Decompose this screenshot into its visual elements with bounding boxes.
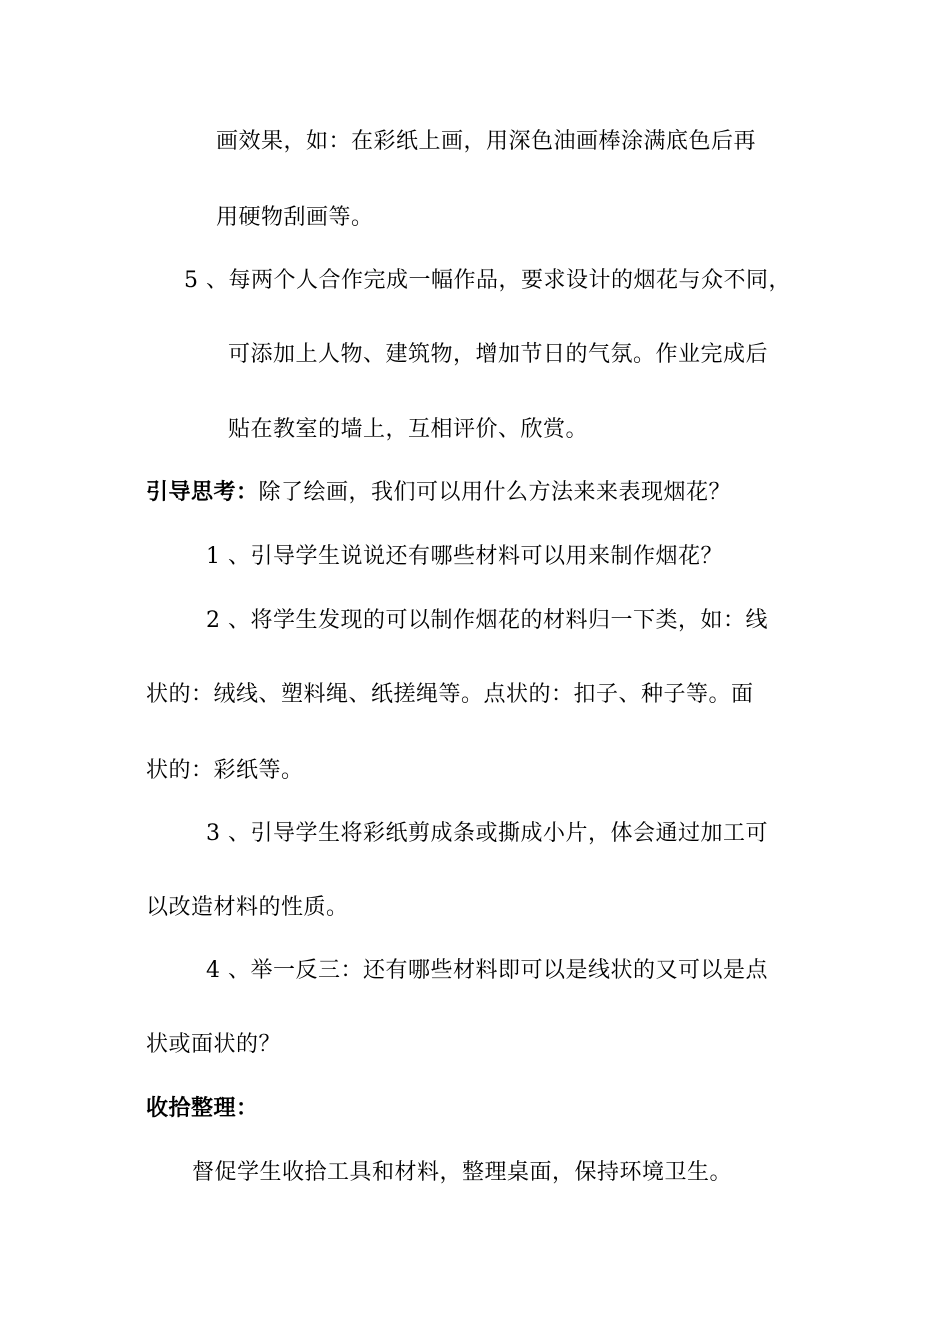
list-item: 3 、引导学生将彩纸剪成条或撕成小片，体会通过加工可 — [206, 821, 768, 846]
paragraph-line: 可添加上人物、建筑物，增加节日的气氛。作业完成后 — [228, 342, 769, 367]
paragraph-line: 用硬物刮画等。 — [216, 205, 374, 230]
list-item: 4 、举一反三：还有哪些材料即可以是线状的又可以是点 — [206, 958, 768, 983]
list-item: 1 、引导学生说说还有哪些材料可以用来制作烟花？ — [206, 544, 723, 569]
paragraph-line: 5 、每两个人合作完成一幅作品，要求设计的烟花与众不同， — [184, 268, 791, 293]
section-question: 除了绘画，我们可以用什么方法来来表现烟花？ — [258, 480, 732, 505]
list-item-continuation: 以改造材料的性质。 — [146, 895, 349, 920]
list-item: 2 、将学生发现的可以制作烟花的材料归一下类，如：线 — [206, 608, 768, 633]
section-guide-thinking — [146, 478, 731, 508]
list-item-continuation: 状的：绒线、塑料绳、纸搓绳等。点状的：扣子、种子等。面 — [146, 682, 754, 707]
section-heading: 引导思考： — [146, 480, 259, 505]
paragraph-line: 督促学生收拾工具和材料，整理桌面，保持环境卫生。 — [192, 1160, 733, 1185]
section-heading-tidy-up: 收拾整理： — [146, 1096, 259, 1121]
list-item-continuation: 状的：彩纸等。 — [146, 758, 304, 783]
paragraph-line: 贴在教室的墙上，互相评价、欣赏。 — [228, 417, 589, 442]
paragraph-line: 画效果，如：在彩纸上画，用深色油画棒涂满底色后再 — [216, 129, 757, 154]
list-item-continuation: 状或面状的？ — [146, 1032, 282, 1057]
